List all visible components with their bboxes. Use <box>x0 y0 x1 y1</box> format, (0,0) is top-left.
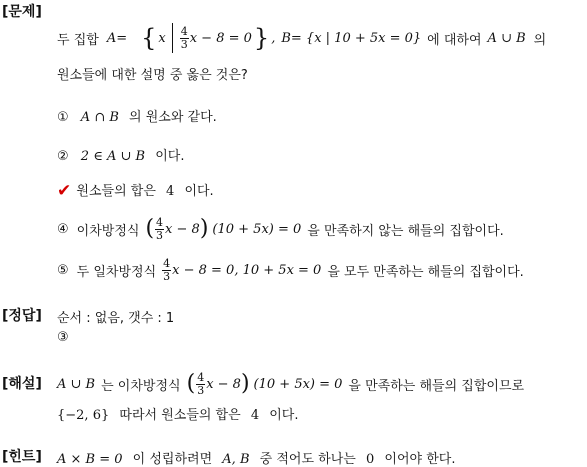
solution-fraction: $\frac{4}{3}$ <box>197 370 205 397</box>
set-a-name: A= <box>106 30 128 46</box>
problem-line-1: 두 집합 A= { x $\frac{4}{3}$ x − 8 = 0 } , B= {x | 10 + 5x = 0} 에 대하여 A ∪ B 의 <box>57 24 547 52</box>
choice-2[interactable] <box>57 145 184 164</box>
of-word: 의 <box>533 32 547 48</box>
choice-5-text: 두 일차방정식 <box>76 264 157 280</box>
hint-text-2: 중 적어도 하나는 <box>259 452 356 467</box>
set-builder-bar <box>172 23 173 53</box>
choice-4-mark: ④ <box>57 221 69 237</box>
set-a-expr: x − 8 = 0 <box>189 30 252 46</box>
choice-2-math: 2 ∈ A ∪ B <box>80 149 146 164</box>
hint-num: 0 <box>365 452 375 467</box>
right-paren: ) <box>199 216 209 241</box>
problem-line-2: 원소들에 대한 설명 중 옳은 것은? <box>57 68 248 83</box>
answer-label: [정답] <box>2 308 42 324</box>
checkmark-icon: ✔ <box>57 181 72 201</box>
solution-text-3: 따라서 원소들의 합은 <box>119 408 241 423</box>
problem-lead: 두 집합 <box>57 32 99 48</box>
answer-line-2: ③ <box>57 330 69 345</box>
choice-5[interactable] <box>57 252 524 288</box>
solution-text-1: 는 이차방정식 <box>101 378 181 394</box>
hint-text-1: 이 성립하려면 <box>132 452 213 467</box>
choice-1-mark: ① <box>57 110 69 125</box>
choice-1-math: A ∩ B <box>80 110 119 125</box>
problem-label: [문제] <box>2 4 42 20</box>
fraction-four-thirds: $\frac{4}{3}$ <box>180 24 188 51</box>
choice-1-text: 의 원소와 같다. <box>129 110 217 125</box>
choice-2-mark: ② <box>57 149 69 164</box>
choice-3-text: 원소들의 합은 <box>76 184 156 199</box>
choice-3[interactable] <box>57 180 214 201</box>
choice-4-math-tail: (10 + 5x) = 0 <box>212 221 302 237</box>
choice-4-fraction: $\frac{4}{3}$ <box>156 215 164 242</box>
choice-4-math-mid: x − 8 <box>165 221 200 237</box>
solution-line-2 <box>57 404 299 423</box>
answer-line-1: 순서 : 없음, 갯수 : 1 <box>57 311 175 326</box>
choice-1[interactable] <box>57 106 217 125</box>
hint-math-1: A × B = 0 <box>57 452 123 467</box>
solution-math-1: A ∪ B <box>57 376 96 392</box>
choice-5-fraction: $\frac{4}{3}$ <box>163 256 171 283</box>
choice-3-tail: 이다. <box>184 184 214 199</box>
choice-5-math: x − 8 = 0, 10 + 5x = 0 <box>172 262 322 278</box>
set-b: B= {x | 10 + 5x = 0} <box>281 30 422 46</box>
choice-4[interactable] <box>57 210 504 248</box>
solution-line-1: A ∪ B 는 이차방정식 ( $\frac{4}{3}$ x − 8 ) (10 + 5x) = 0 을 만족하는 해들의 집합이므로 <box>57 370 525 397</box>
choice-5-tail: 을 모두 만족하는 해들의 집합이다. <box>327 264 524 280</box>
question-tail: 에 대하여 <box>427 32 482 48</box>
left-brace: { <box>141 24 157 52</box>
solution-math-mid: x − 8 <box>206 376 241 392</box>
choice-3-num: 4 <box>166 184 175 199</box>
solution-label: [해설] <box>2 376 42 392</box>
hint-line <box>57 448 455 467</box>
choice-4-text: 이차방정식 <box>76 223 140 239</box>
set-a-var: x <box>158 30 166 46</box>
solution-text-2: 을 만족하는 해들의 집합이므로 <box>348 378 525 394</box>
choice-5-mark: ⑤ <box>57 262 69 278</box>
solution-set: {−2, 6} <box>57 408 110 423</box>
hint-text-3: 이어야 한다. <box>384 452 456 467</box>
hint-math-2: A, B <box>222 452 250 467</box>
right-brace: } <box>253 24 270 52</box>
solution-math-tail: (10 + 5x) = 0 <box>253 376 343 392</box>
hint-label: [힌트] <box>2 449 42 465</box>
left-paren: ( <box>145 216 155 241</box>
choice-4-tail: 을 만족하지 않는 해들의 집합이다. <box>307 223 504 239</box>
solution-num: 4 <box>250 408 260 423</box>
union-expr: A ∪ B <box>487 30 526 46</box>
solution-text-4: 이다. <box>269 408 299 423</box>
choice-2-text: 이다. <box>155 149 185 164</box>
